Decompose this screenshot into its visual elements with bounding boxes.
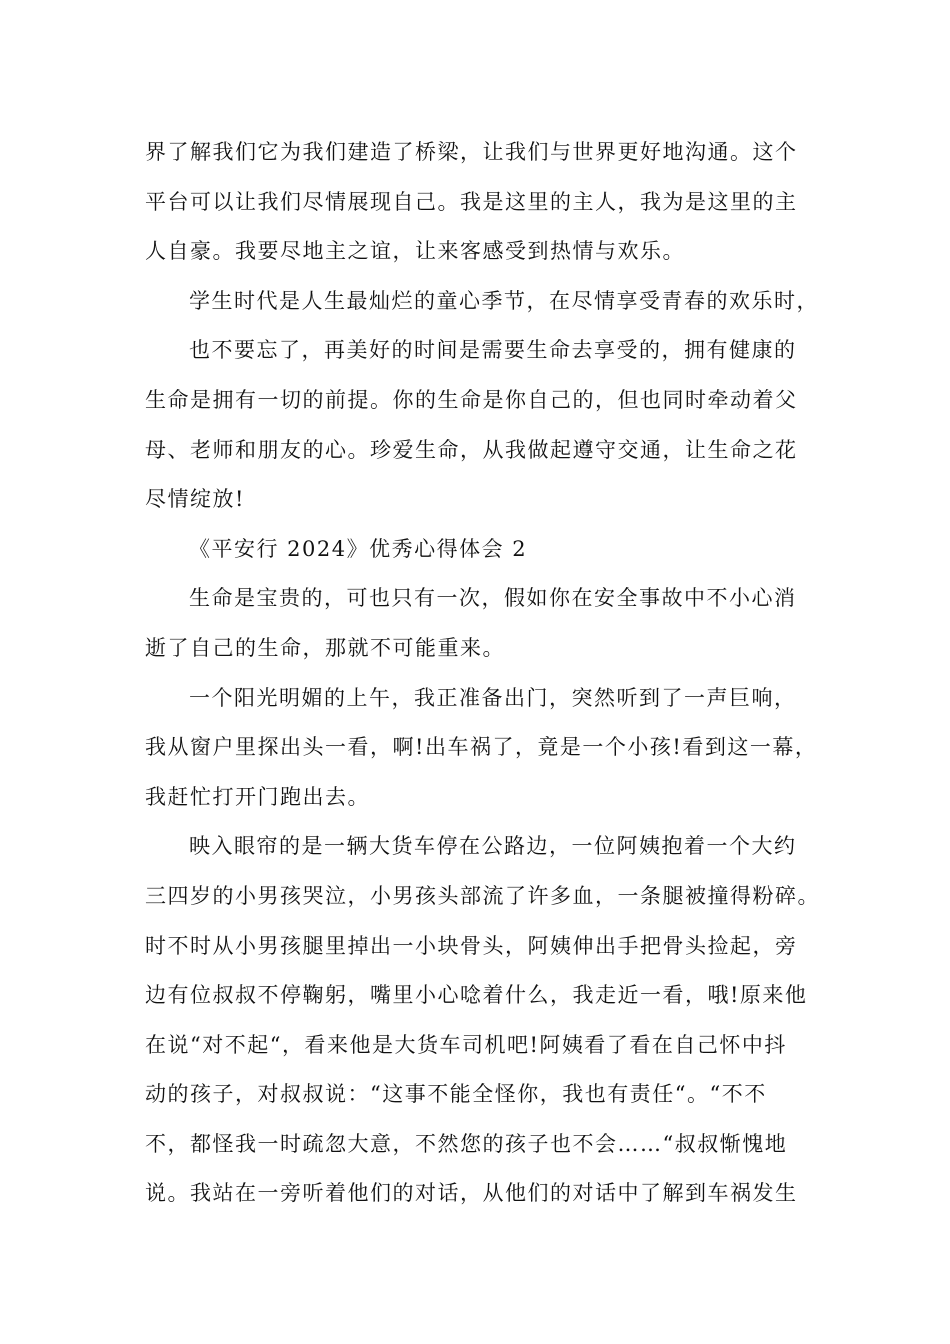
text-line-3: 人自豪。我要尽地主之谊，让来客感受到热情与欢乐。 [145,239,685,264]
text-line-2: 平台可以让我们尽情展现自己。我是这里的主人，我为是这里的主 [145,189,798,214]
section-heading: 《平安行 2024》优秀心得体会 2 [189,536,528,561]
document-body [145,128,825,1219]
text-line-14: 我赶忙打开门跑出去。 [145,784,370,809]
text-line-18: 边有位叔叔不停鞠躬，嘴里小心唸着什么，我走近一看，哦!原来他 [145,983,808,1008]
text-line-20: 动的孩子，对叔叔说：“这事不能全怪你，我也有责任“。“不不 [145,1082,767,1107]
text-line-13: 我从窗户里探出头一看，啊!出车祸了，竟是一个小孩!看到这一幕， [145,735,818,760]
text-line-10: 生命是宝贵的，可也只有一次，假如你在安全事故中不小心消 [189,586,797,611]
text-line-19: 在说“对不起“，看来他是大货车司机吧!阿姨看了看在自己怀中抖 [145,1032,787,1057]
text-line-12: 一个阳光明媚的上午，我正准备出门，突然听到了一声巨响， [189,685,797,710]
text-line-15: 映入眼帘的是一辆大货车停在公路边，一位阿姨抱着一个大约 [189,834,797,859]
text-line-21: 不，都怪我一时疏忽大意，不然您的孩子也不会……“叔叔惭愧地 [145,1131,788,1156]
text-line-5: 也不要忘了，再美好的时间是需要生命去享受的，拥有健康的 [189,338,797,363]
text-line-22: 说。我站在一旁听着他们的对话，从他们的对话中了解到车祸发生 [145,1181,798,1206]
text-line-8: 尽情绽放! [145,487,245,512]
text-line-11: 逝了自己的生命，那就不可能重来。 [145,635,505,660]
text-line-17: 时不时从小男孩腿里掉出一小块骨头，阿姨伸出手把骨头捡起，旁 [145,933,798,958]
text-line-7: 母、老师和朋友的心。珍爱生命，从我做起遵守交通，让生命之花 [145,437,798,462]
text-line-16: 三四岁的小男孩哭泣，小男孩头部流了许多血，一条腿被撞得粉碎。 [145,883,820,908]
text-line-6: 生命是拥有一切的前提。你的生命是你自己的，但也同时牵动着父 [145,387,798,412]
text-line-1: 界了解我们它为我们建造了桥梁，让我们与世界更好地沟通。这个 [145,140,798,164]
text-line-4: 学生时代是人生最灿烂的童心季节，在尽情享受青春的欢乐时， [189,288,819,313]
